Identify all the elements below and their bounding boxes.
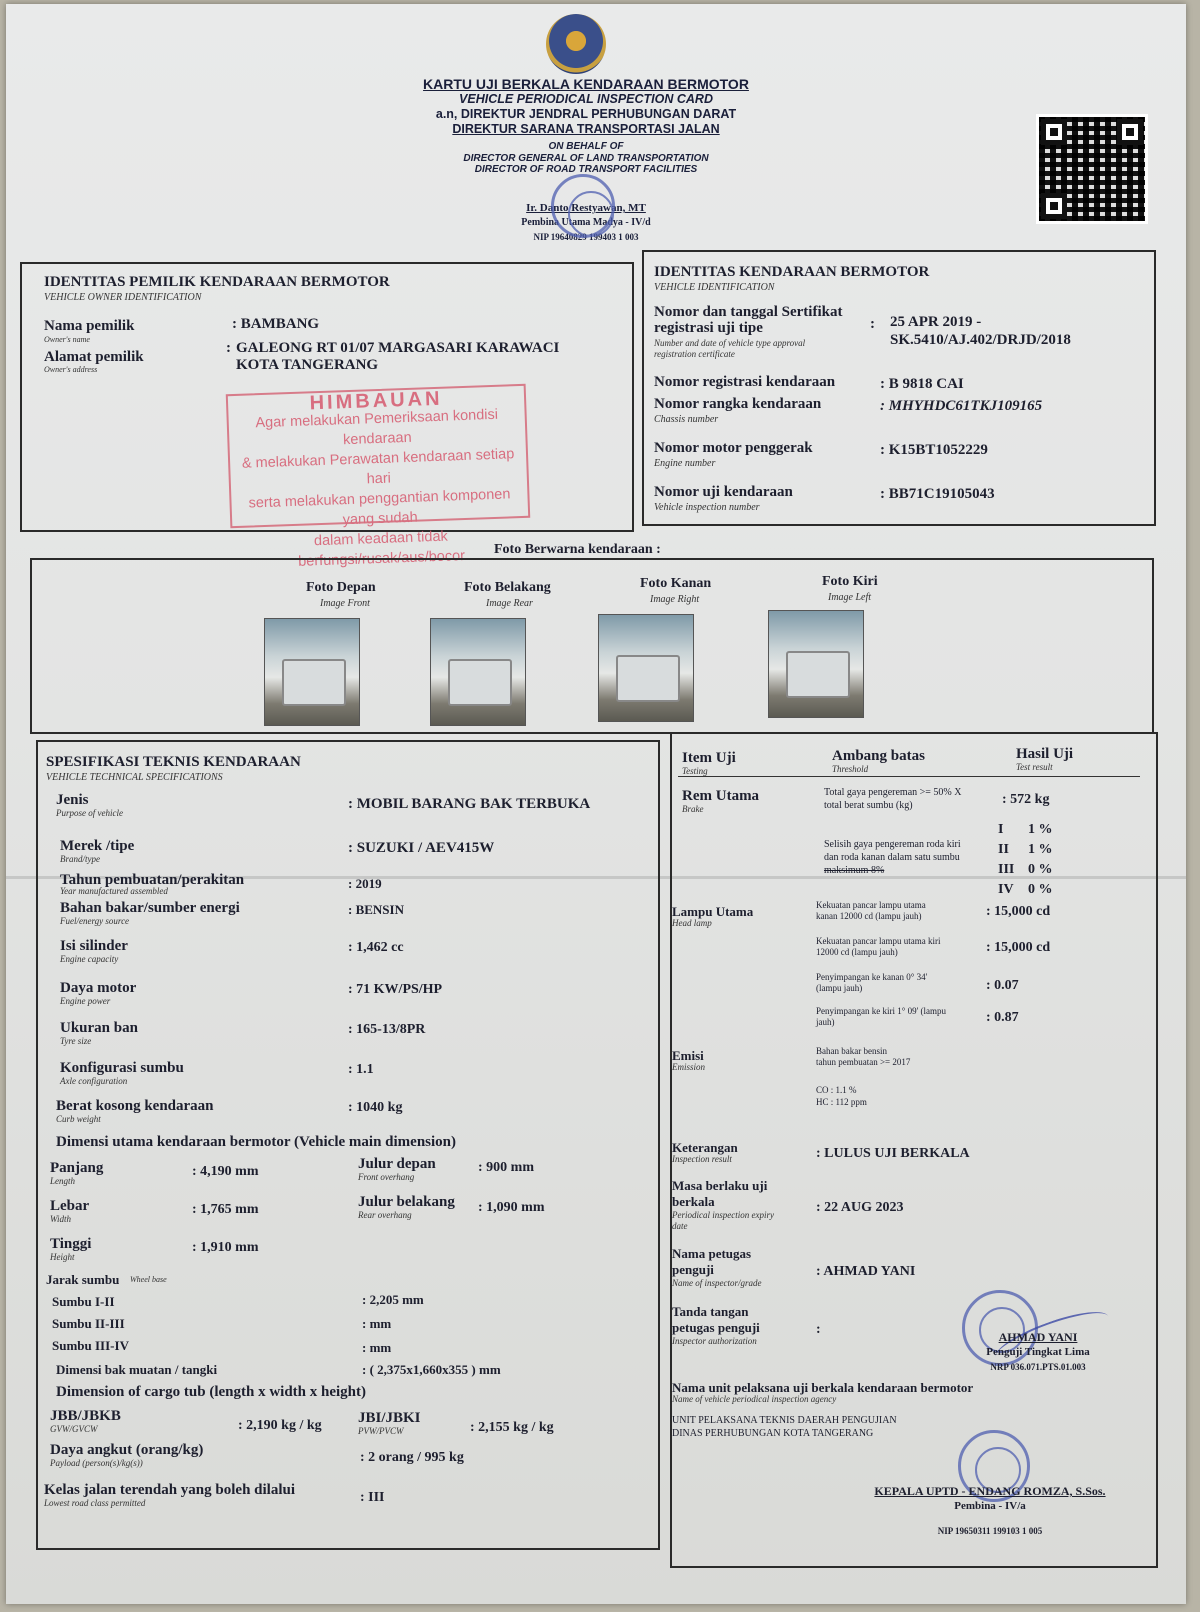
head-rank: Pembina - IV/a: [954, 1500, 1026, 1512]
spec-brand-label: Merek /tipe: [60, 838, 135, 854]
expiry-label: Masa berlaku uji berkala: [672, 1178, 768, 1209]
official-stamp-icon: [551, 174, 615, 238]
registration-value: : B 9818 CAI: [880, 376, 964, 392]
pvw-label: JBI/JBKI: [358, 1410, 421, 1426]
card-title-en: VEHICLE PERIODICAL INSPECTION CARD: [459, 92, 713, 106]
cargo-dimension-en: Dimension of cargo tub (length x width x height): [56, 1384, 367, 1400]
front-overhang-label: Julur depan: [358, 1156, 436, 1172]
photo-left: [768, 610, 864, 718]
column-result-label: Hasil Uji: [1016, 746, 1074, 762]
column-item-sub: Testing: [682, 766, 708, 776]
width-sub: Width: [50, 1214, 72, 1224]
length-label: Panjang: [50, 1160, 104, 1176]
photo-right-sub: Image Right: [650, 594, 700, 605]
length-value: : 4,190 mm: [192, 1164, 259, 1179]
lamp-4-threshold: Penyimpangan ke kiri 1° 09' (lampu jauh): [816, 1006, 946, 1027]
cert-sub: Number and date of vehicle type approval: [654, 338, 806, 348]
photo-front-sub: Image Front: [320, 598, 370, 609]
cert-label: Nomor dan tanggal Sertifikat: [654, 304, 843, 320]
expiry-sub: Periodical inspection expiry date: [672, 1210, 774, 1231]
spec-axle-label: Konfigurasi sumbu: [60, 1060, 184, 1076]
owner-identification-box: IDENTITAS PEMILIK KENDARAAN BERMOTOR VEHICLE OWNER IDENTIFICATION Nama pemilik Owner's name : BAMBANG Alamat pemilik Owner's address : GALEONG RT 01/07 MARGASARI KARAWACI KOTA TANGERANG: [20, 262, 634, 532]
chassis-label: Nomor rangka kendaraan: [654, 396, 822, 412]
photo-left-label: Foto Kiri: [822, 574, 878, 589]
chassis-sub: Chassis number: [654, 414, 719, 425]
brake-label: Rem Utama: [682, 788, 760, 804]
spec-axle-sub: Axle configuration: [60, 1076, 128, 1086]
spec-power-label: Daya motor: [60, 980, 137, 996]
brake-threshold: Total gaya pengereman >= 50% X total berat sumbu (kg): [824, 787, 962, 811]
spec-year-label: Tahun pembuatan/perakitan: [60, 872, 245, 888]
owner-name-sub: Owner's name: [44, 335, 90, 344]
road-class-label: Kelas jalan terendah yang boleh dilalui: [44, 1482, 296, 1498]
official-name: Ir. Danto Restyawan, MT: [526, 202, 646, 214]
spec-axle-value: : 1.1: [348, 1062, 374, 1077]
brake-axle-list: I 1 % II 1 % III 0 % IV 0 %: [998, 822, 1053, 897]
signature-label: Tanda tangan petugas penguji: [672, 1304, 760, 1335]
header-director-general-en: DIRECTOR GENERAL OF LAND TRANSPORTATION: [463, 153, 709, 164]
length-sub: Length: [50, 1176, 76, 1186]
card-title: KARTU UJI BERKALA KENDARAAN BERMOTOR: [423, 76, 749, 92]
axle-3-label: Sumbu III-IV: [52, 1338, 129, 1353]
column-threshold-sub: Threshold: [832, 764, 869, 774]
spec-capacity-value: : 1,462 cc: [348, 940, 404, 955]
notice-line: & melakukan Perawatan kendaraan setiap hari: [241, 446, 515, 488]
front-overhang-value: : 900 mm: [478, 1160, 534, 1175]
pvw-sub: PVW/PVCW: [358, 1426, 404, 1436]
spec-power-sub: Engine power: [60, 996, 111, 1006]
spec-purpose-label: Jenis: [56, 792, 89, 808]
photo-rear-label: Foto Belakang: [464, 580, 551, 595]
spec-brand-sub: Brand/type: [60, 854, 100, 864]
height-value: : 1,910 mm: [192, 1240, 259, 1255]
inspector-sign-nip: NRP 036.071.PTS.01.003: [990, 1362, 1086, 1372]
owner-title: IDENTITAS PEMILIK KENDARAAN BERMOTOR: [44, 274, 390, 290]
agency-title: Nama unit pelaksana uji berkala kendaraan bermotor: [672, 1380, 974, 1395]
emission-sub: Emission: [672, 1062, 706, 1072]
head-name: KEPALA UPTD - ENDANG ROMZA, S.Sos.: [874, 1484, 1106, 1498]
owner-name-label: Nama pemilik: [44, 318, 135, 334]
axle-2-value: : mm: [362, 1316, 392, 1331]
gvw-label: JBB/JBKB: [50, 1408, 121, 1424]
engine-label: Nomor motor penggerak: [654, 440, 813, 456]
registration-label: Nomor registrasi kendaraan: [654, 374, 836, 390]
payload-sub: Payload (person(s)/kg(s)): [50, 1458, 143, 1468]
remark-value: : LULUS UJI BERKALA: [816, 1146, 970, 1161]
spec-purpose-value: : MOBIL BARANG BAK TERBUKA: [348, 796, 591, 812]
axle-1-value: : 2,205 mm: [362, 1292, 424, 1307]
photo-rear-sub: Image Rear: [486, 598, 533, 609]
lamp-1-value: : 15,000 cd: [986, 904, 1051, 919]
technical-specifications-box: [36, 740, 660, 1550]
axle-3-value: : mm: [362, 1340, 392, 1355]
inspector-value: : AHMAD YANI: [816, 1264, 916, 1279]
rear-overhang-sub: Rear overhang: [358, 1210, 412, 1220]
photo-right: [598, 614, 694, 722]
owner-address-label: Alamat pemilik: [44, 349, 144, 365]
remark-label: Keterangan: [672, 1140, 738, 1155]
co-value: CO : 1.1 %: [816, 1085, 857, 1095]
photo-front-label: Foto Depan: [306, 580, 376, 595]
cert-value-date: 25 APR 2019 -: [890, 314, 982, 330]
inspector-sub: Name of inspector/grade: [672, 1278, 762, 1288]
spec-tyre-label: Ukuran ban: [60, 1020, 138, 1036]
inspector-sign-rank: Penguji Tingkat Lima: [986, 1346, 1090, 1358]
expiry-value: : 22 AUG 2023: [816, 1200, 904, 1215]
vehicle-identification-box: IDENTITAS KENDARAAN BERMOTOR VEHICLE IDENTIFICATION Nomor dan tanggal Sertifikat registrasi uji tipe Number and date of vehicle type approval registration certificate : 25 APR 2019 - SK.5410/AJ.402/DRJD/2018 Nomor registrasi kendaraan : B 9818 CAI Nomor rangka kendaraan Chassis number : MHYHDC61TKJ109165 Nomor motor penggerak Engine number : K15BT1052229 Nomor uji kendaraan Vehicle inspection number : BB71C19105043: [642, 250, 1156, 526]
notice-title: HIMBAUAN: [309, 387, 443, 415]
dimension-title: Dimensi utama kendaraan bermotor (Vehicle main dimension): [56, 1134, 457, 1150]
wheelbase-label: Jarak sumbu: [46, 1272, 120, 1287]
brake-difference-threshold: Selisih gaya pengereman roda kiri dan roda kanan dalam satu sumbu maksimum 8%: [824, 839, 961, 876]
specs-subtitle: VEHICLE TECHNICAL SPECIFICATIONS: [46, 772, 223, 783]
notice-line: Agar melakukan Pemeriksaan kondisi kendaraan: [255, 406, 499, 449]
remark-sub: Inspection result: [672, 1154, 732, 1164]
header-on-behalf: a.n, DIREKTUR JENDRAL PERHUBUNGAN DARAT: [435, 107, 737, 121]
width-value: : 1,765 mm: [192, 1202, 259, 1217]
gvw-sub: GVW/GVCW: [50, 1424, 98, 1434]
owner-address-line1: GALEONG RT 01/07 MARGASARI KARAWACI: [236, 340, 560, 356]
spec-weight-sub: Curb weight: [56, 1114, 101, 1124]
column-item-label: Item Uji: [682, 750, 736, 766]
photos-box: [30, 558, 1154, 734]
spec-year-sub: Year manufactured assembled: [60, 886, 168, 896]
owner-address-line2: KOTA TANGERANG: [236, 357, 379, 373]
inspection-number-label: Nomor uji kendaraan: [654, 484, 793, 500]
spec-tyre-sub: Tyre size: [60, 1036, 92, 1046]
emission-values: [816, 1084, 867, 1108]
owner-name-value: : BAMBANG: [232, 316, 320, 332]
engine-sub: Engine number: [654, 458, 716, 469]
axle-1-label: Sumbu I-II: [52, 1294, 115, 1309]
cert-value-number: SK.5410/AJ.402/DRJD/2018: [890, 332, 1071, 348]
road-class-value: : III: [360, 1490, 385, 1505]
payload-label: Daya angkut (orang/kg): [50, 1442, 204, 1458]
spec-fuel-sub: Fuel/energy source: [60, 916, 130, 926]
chassis-value: : MHYHDC61TKJ109165: [880, 398, 1043, 414]
header-director: DIREKTUR SARANA TRANSPORTASI JALAN: [452, 122, 720, 136]
cert-sub-2: registration certificate: [654, 349, 735, 359]
rear-overhang-value: : 1,090 mm: [478, 1200, 545, 1215]
lamp-2-threshold: Kekuatan pancar lampu utama kiri 12000 cd (lampu jauh): [816, 936, 941, 957]
lamp-4-value: : 0.87: [986, 1010, 1019, 1025]
official-rank: Pembina Utama Madya - IV/d: [521, 217, 651, 228]
spec-fuel-label: Bahan bakar/sumber energi: [60, 900, 240, 916]
height-label: Tinggi: [50, 1236, 92, 1252]
ministry-emblem-icon: [546, 14, 606, 74]
owner-subtitle: VEHICLE OWNER IDENTIFICATION: [44, 292, 202, 303]
photo-left-sub: Image Left: [828, 592, 872, 603]
qr-code-icon: [1036, 114, 1148, 224]
photo-right-label: Foto Kanan: [640, 576, 712, 591]
spec-tyre-value: : 165-13/8PR: [348, 1022, 426, 1037]
spec-capacity-label: Isi silinder: [60, 938, 128, 954]
spec-fuel-value: : BENSIN: [348, 902, 404, 917]
spec-year-value: : 2019: [348, 876, 382, 891]
payload-value: : 2 orang / 995 kg: [360, 1450, 464, 1465]
brake-value: : 572 kg: [1002, 792, 1050, 807]
headlamp-sub: Head lamp: [672, 918, 712, 928]
lamp-3-value: : 0.07: [986, 978, 1019, 993]
spec-power-value: : 71 KW/PS/HP: [348, 982, 443, 997]
cargo-dimension-label: Dimensi bak muatan / tangki: [56, 1362, 218, 1377]
header-director-en: DIRECTOR OF ROAD TRANSPORT FACILITIES: [474, 164, 698, 175]
inspection-number-value: : BB71C19105043: [880, 486, 995, 502]
height-sub: Height: [50, 1252, 75, 1262]
agency-name: UNIT PELAKSANA TEKNIS DAERAH PENGUJIAN DINAS PERHUBUNGAN KOTA TANGERANG: [672, 1415, 897, 1439]
cert-label-2: registrasi uji tipe: [654, 320, 763, 336]
width-label: Lebar: [50, 1198, 90, 1214]
spec-weight-value: : 1040 kg: [348, 1100, 403, 1115]
hc-value: HC : 112 ppm: [816, 1097, 867, 1107]
head-nip: NIP 19650311 199103 1 005: [937, 1526, 1043, 1536]
road-class-sub: Lowest road class permitted: [44, 1498, 146, 1508]
axle-2-label: Sumbu II-III: [52, 1316, 125, 1331]
gvw-value: : 2,190 kg / kg: [238, 1418, 322, 1433]
headlamp-label: Lampu Utama: [672, 904, 754, 919]
lamp-2-value: : 15,000 cd: [986, 940, 1051, 955]
notice-line: serta melakukan penggantian komponen yang sudah: [248, 486, 511, 529]
rear-overhang-label: Julur belakang: [358, 1194, 455, 1210]
photo-front: [264, 618, 360, 726]
column-threshold-label: Ambang batas: [832, 748, 925, 764]
spec-brand-value: : SUZUKI / AEV415W: [348, 840, 495, 856]
signature-sub: Inspector authorization: [672, 1336, 757, 1346]
owner-address-sub: Owner's address: [44, 365, 98, 374]
official-nip: NIP 19640829 199403 1 003: [533, 232, 639, 242]
lamp-1-threshold: Kekuatan pancar lampu utama kanan 12000 cd (lampu jauh): [816, 900, 926, 921]
notice-line: dalam keadaan tidak berfungsi/rusak/aus/bocor: [297, 528, 466, 570]
brake-sub: Brake: [682, 804, 704, 814]
signature-colon: :: [816, 1322, 821, 1337]
front-overhang-sub: Front overhang: [358, 1172, 415, 1182]
inspector-label: Nama petugas penguji: [672, 1246, 752, 1277]
header-divider: [678, 776, 1140, 777]
cargo-dimension-value: : ( 2,375x1,660x355 ) mm: [362, 1362, 501, 1377]
specs-title: SPESIFIKASI TEKNIS KENDARAAN: [46, 754, 301, 770]
spec-purpose-sub: Purpose of vehicle: [56, 808, 123, 818]
lamp-3-threshold: Penyimpangan ke kanan 0° 34' (lampu jauh): [816, 972, 928, 993]
wheelbase-sub: Wheel base: [130, 1275, 167, 1284]
engine-value: : K15BT1052229: [880, 442, 988, 458]
inspection-number-sub: Vehicle inspection number: [654, 502, 760, 513]
emission-threshold: Bahan bakar bensin tahun pembuatan >= 2017: [816, 1046, 911, 1067]
emission-label: Emisi: [672, 1048, 704, 1063]
inspector-sign-name: AHMAD YANI: [998, 1330, 1078, 1344]
vehicle-id-title: IDENTITAS KENDARAAN BERMOTOR: [654, 264, 930, 280]
agency-sub: Name of vehicle periodical inspection agency: [672, 1394, 837, 1404]
header-on-behalf-en: ON BEHALF OF: [548, 141, 624, 152]
inspection-card: [6, 4, 1186, 1604]
spec-capacity-sub: Engine capacity: [60, 954, 119, 964]
pvw-value: : 2,155 kg / kg: [470, 1420, 554, 1435]
photos-title: Foto Berwarna kendaraan :: [494, 542, 661, 557]
test-results-box: [670, 732, 1158, 1568]
spec-weight-label: Berat kosong kendaraan: [56, 1098, 214, 1114]
vehicle-id-subtitle: VEHICLE IDENTIFICATION: [654, 282, 775, 293]
photo-rear: [430, 618, 526, 726]
notice-stamp: [226, 384, 530, 570]
column-result-sub: Test result: [1016, 762, 1053, 772]
